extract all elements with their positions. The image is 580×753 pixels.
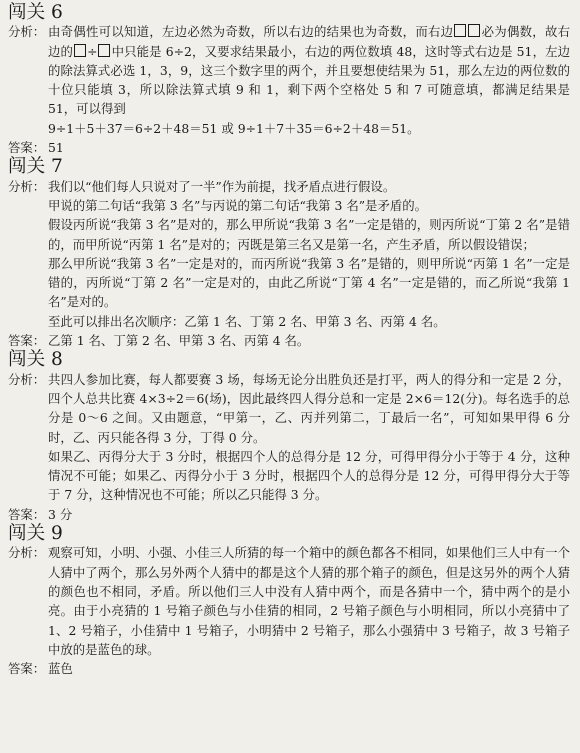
blank-box (74, 44, 86, 57)
answer-block (8, 659, 570, 678)
analysis-paragraph: 甲说的第二句话“我第 3 名”与丙说的第二句话“我第 3 名”是矛盾的。 (48, 197, 428, 213)
analysis-label: 分析： (8, 545, 46, 561)
analysis-paragraph: 至此可以排出名次顺序：乙第 1 名、丁第 2 名、甲第 3 名、丙第 4 名。 (48, 313, 446, 329)
analysis-paragraph: 由奇偶性可以知道，左边必然为奇数，所以右边的结果也为奇数，而右边 必为偶数，故右边的 ÷ 中只能是 6÷2，又要求结果最小，右边的两位数填 48，这时等式右边是 51，左边的除法算式必选 1，3，9，这三个数字里的两个，并且要想使结果为 51，那么左边的两位数的十位只能填 3，所以除法算式填 9 和 1，剩下两个空格处 5 和 7 可随意填，都满足结果是 51，可以得到 (48, 24, 571, 117)
answer-block (8, 331, 570, 350)
section-heading: 闯关 6 (8, 2, 63, 23)
answer-value: 3 分 (48, 506, 73, 522)
answer-label: 答案： (8, 506, 46, 522)
analysis-label: 分析： (8, 371, 46, 387)
answer-label: 答案： (8, 661, 46, 677)
answer-label: 答案： (8, 333, 46, 349)
answer-value: 51 (48, 140, 64, 156)
analysis-paragraph: 9÷1＋5＋37＝6÷2＋48＝51 或 9÷1＋7＋35＝6÷2＋48＝51。 (48, 120, 420, 136)
analysis-paragraph: 共四人参加比赛，每人都要赛 3 场，每场无论分出胜负还是打平，两人的得分和一定是 2 分，四个人总共比赛 4×3÷2＝6(场)，因此最终四人得分总和一定是 2×6＝12(分)。每名选手的总分是 0～6 之间。又由题意，“甲第一，乙、丙并列第二，丁最后一名”，可知如果甲得 6 分时，乙、丙只能各得 3 分，丁得 0 分。 (48, 371, 570, 445)
answer-value: 乙第 1 名、丁第 2 名、甲第 3 名、丙第 4 名。 (48, 333, 310, 349)
answer-block (8, 138, 570, 157)
section-heading: 闯关 8 (8, 349, 63, 371)
analysis-text (48, 22, 570, 138)
analysis-paragraph: 那么甲所说“我第 3 名”一定是对的，而丙所说“我第 3 名”是错的，则甲所说“丙第 1 名”一定是错的，丙所说“丁第 2 名”一定是对的，由此乙所说“丁第 4 名”一定是错的，而乙所说“我第 1 名”是对的。 (48, 255, 570, 310)
analysis-text (48, 177, 570, 331)
analysis-block (8, 543, 570, 659)
section-heading: 闯关 9 (8, 523, 63, 545)
analysis-block (8, 177, 570, 331)
analysis-paragraph: 观察可知，小明、小强、小佳三人所猜的每一个箱中的颜色都各不相同，如果他们三人中有一个人猜中了两个，那么另外两个人猜中的都是这个人猜的那个箱子的颜色，但是这另外的两个人猜的颜色也不相同，矛盾。所以他们三人中没有人猜中两个，而是各猜中一个，猜中两个的是小亮。由于小亮猜的 1 号箱子颜色与小佳猜的相同，2 号箱子颜色与小明相同，所以小亮猜中了 1、2 号箱子，小佳猜中 1 号箱子，小明猜中 2 号箱子，那么小强猜中 3 号箱子，故 3 号箱子中放的是蓝色的球。 (48, 545, 570, 657)
answer-value: 蓝色 (48, 661, 73, 677)
analysis-text (48, 370, 570, 505)
analysis-block (8, 370, 570, 505)
answer-block (8, 505, 570, 524)
analysis-text (48, 543, 570, 659)
section-level-6 (8, 3, 570, 157)
analysis-block (8, 22, 570, 138)
analysis-paragraph: 我们以“他们每人只说对了一半”作为前提，找矛盾点进行假设。 (48, 178, 396, 194)
analysis-paragraph: 假设丙所说“我第 3 名”是对的，那么甲所说“我第 3 名”一定是错的，则丙所说“丁第 2 名”是错的，而甲所说“丙第 1 名”是对的；丙既是第三名又是第一名，产生矛盾，所以假设错误； (48, 217, 570, 252)
analysis-label: 分析： (8, 178, 46, 194)
section-level-9 (8, 524, 570, 678)
analysis-paragraph: 如果乙、丙得分大于 3 分时，根据四个人的总得分是 12 分，可得甲得分小于等于 4 分，这种情况不可能；如果乙、丙得分小于 3 分时，根据四个人的总得分是 12 分，可得甲得分大于等于 7 分，这种情况也不可能；所以乙只能得 3 分。 (48, 448, 570, 503)
section-heading: 闯关 7 (8, 156, 63, 178)
blank-box (468, 24, 480, 37)
blank-box (454, 24, 466, 37)
section-level-8 (8, 350, 570, 524)
answer-label: 答案： (8, 140, 46, 156)
blank-box (98, 44, 110, 57)
section-level-7 (8, 157, 570, 350)
analysis-label: 分析： (8, 24, 46, 40)
